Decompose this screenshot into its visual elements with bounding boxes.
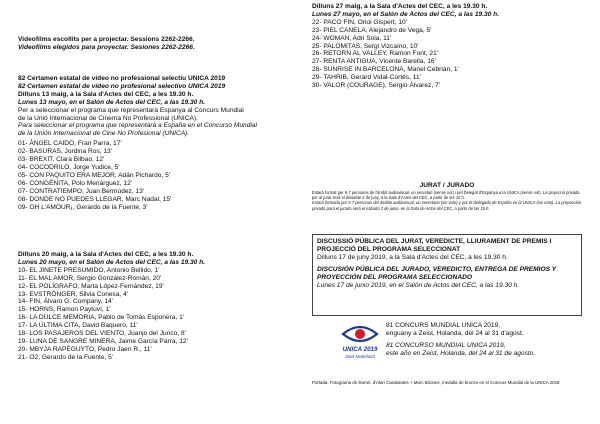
unica-logo-sub: Zeist Nederland	[345, 354, 375, 359]
film-item: 28- SUNRISE IN BARCELONA, Manel Cebrián, 1'	[312, 66, 459, 74]
session1-desc-es-2: de la Unión Internacional de Cine No Profesional (UNICA).	[18, 130, 190, 138]
film-item: 26- RETORN AL VALLEY, Ramon Font, 21'	[312, 50, 438, 58]
film-item: 13- EVSTRÖNGER, Silvia Conesa, 4'	[18, 290, 129, 298]
film-item: 12- EL POLÍGRAFO, Marta López-Fernández, 19'	[18, 282, 164, 290]
unica-line-1: 81 CONCURS MUNDIAL UNICA 2019,	[386, 322, 501, 329]
intro-block	[18, 36, 195, 52]
film-item: 06- CONGÈNITA, Polo Menárguez, 12'	[18, 179, 133, 187]
film-item: 10- EL JINETE PRESUMIDO, Antonio Bellido, 1'	[18, 266, 160, 274]
verdict-box	[312, 234, 582, 316]
verdict-heading-ca: DISCUSSIÓ PÚBLICA DEL JURAT, VEREDICTE, LLIURAMENT DE PREMIS I PROJECCIÓ DEL PROGRAMA SELECCIONAT	[317, 238, 552, 253]
film-item: 27- RENTA ANTIGUA, Vicente Barella, 16'	[312, 58, 436, 66]
cover-credit: Portada: Fotograma de Darrel, d'Alan Carabantes + Marc Briones, medalla de bronze en el Concurs Mundial de la UNICA 2018	[312, 380, 560, 385]
film-item: 14- FIN, Álvaro G. Company, 14'	[18, 298, 113, 306]
session3-block	[312, 3, 499, 90]
jury-title: JURAT / JURADO	[419, 182, 475, 189]
verdict-heading-es: DISCUSIÓN PÚBLICA DEL JURADO, VEREDICTO, ENTREGA DE PREMIOS Y PROYECCIÓN DEL PROGRAMA SELECCIONADO	[317, 265, 556, 281]
jury-text-es: Estará formado por 5-7 personas del ámbito audiovisual, un secretario (sin voto) y por el Delegado de España en la UNICA (sin voto). La proyección privada para el jurado será el sábado 2 de junio, en la Sala de Actos del CEC, a partir de las 10 h.	[312, 200, 582, 211]
film-item: 08- DONDE NO PUEDES LLEGAR, Marc Nadal, 15'	[18, 195, 172, 203]
session2-film-list	[18, 267, 205, 362]
jury-text-ca: Estarà format per 5-7 persones de l'àmbit audiovisual, un secretari (sense vot) i pel Delegat d'Espanya a la UNICA (sense vot). La projecció privada per al jurat serà el dissabte 2 de juny, a la Sala d'Actes del CEC, a partir de les 10 h.	[312, 189, 580, 201]
film-item: 07- CONTRATIEMPO, Juan Bermúdez, 13'	[18, 187, 145, 195]
jury-block	[312, 182, 582, 211]
film-item: 04- COCODRILO, Jorge Yudice, 5'	[18, 163, 120, 171]
intro-line-es: Videofilms elegidos para proyectar. Sesiones 2262-2266.	[18, 43, 195, 51]
film-item: 09- OH L'AMOUR¡, Gerardo de la Fuente, 3'	[18, 203, 148, 211]
session1-title-es: 82 Certamen estatal de vídeo no profesional selectivo UNICA 2019	[18, 82, 226, 90]
film-item: 20- MBYJA RAPÉGUYTO, Pedro Jaen R., 11'	[18, 345, 152, 353]
session3-date-ca: Dilluns 27 maig, a la Sala d'Actes del CEC, a les 19.30 h.	[312, 3, 488, 10]
session2-date-es: Lunes 20 mayo, en el Salón de Actos del CEC, a las 19.30 h.	[18, 258, 206, 266]
intro-line-ca: Videofilms escollits per a projectar. Sessions 2262-2266.	[18, 36, 195, 43]
session1-desc-ca-2: de la Unió Internacional de Cinema No Professional (UNICA).	[18, 114, 198, 122]
film-item: 11- EL MAL AMOR, Sergio González-Román, 20'	[18, 274, 162, 282]
film-item: 21- O2, Gerardo de la Fuente, 5'	[18, 353, 114, 361]
film-item: 15- HORNS, Ramon Paytuví, 1'	[18, 306, 111, 314]
unica-logo	[340, 322, 380, 364]
film-item: 02- BASURAS, Jordina Ros, 13'	[18, 148, 112, 156]
session2-block	[18, 251, 205, 362]
session3-date-es: Lunes 27 mayo, en el Salón de Actos del CEC, a las 19.30 h.	[312, 10, 500, 18]
film-item: 24- WOMAN, Adri Sola, 11'	[312, 34, 392, 42]
unica-line-4: este año en Zeist, Holanda, del 24 al 31 de agosto.	[386, 349, 536, 357]
session1-block	[18, 75, 257, 211]
session1-desc-ca-1: Per a seleccionar el programa que representarà Espanya al Concurs Mundial	[18, 106, 244, 114]
session3-film-list	[312, 19, 499, 90]
session1-date-ca: Dilluns 13 maig, a la Sala d'Actes del CEC, a les 19.30 h.	[18, 90, 194, 98]
verdict-date-ca: Dilluns 17 de juny 2019, a la Sala d'Actes del CEC, a les 19.30 h.	[317, 253, 508, 261]
film-item: 23- PIEL CANELA, Alejandro de Vega, 5'	[312, 26, 432, 34]
session1-date-es: Lunes 13 mayo, en el Salón de Actos del CEC, a las 19.30 h.	[18, 98, 206, 106]
film-item: 05- CON PAQUITO ERA MEJOR, Adán Pichardo, 5'	[18, 171, 170, 179]
film-item: 01- ÀNGEL CAIDO, Fran Parra, 17'	[18, 140, 122, 148]
session1-title-ca: 82 Certamen estatal de vídeo no professional selectiu UNICA 2019	[18, 75, 226, 82]
film-item: 18- LOS PASAJEROS DEL VIENTO, Juanjo del Junco, 8'	[18, 330, 186, 338]
verdict-box-content	[317, 238, 579, 289]
film-item: 16- LA DULCE MEMORIA, Pablo de Tomás Esponera, 1'	[18, 314, 185, 322]
verdict-date-es: Lunes 17 de junio 2019, en el Salón de Actos del CEC, a las 19.30 h.	[317, 281, 520, 289]
session1-film-list	[18, 140, 257, 211]
unica-line-3: 81 CONCURSO MUNDIAL UNICA 2019,	[386, 341, 506, 349]
session2-date-ca: Dilluns 20 maig, a la Sala d'Actes del CEC, a les 19.30 h.	[18, 251, 194, 258]
unica-info	[386, 322, 535, 358]
film-item: 19- LUNA DE SANGRE MINERA, Jaime García Parra, 12'	[18, 337, 188, 345]
film-item: 29- TAHRIB, Gerard Vidal-Cortés, 11'	[312, 74, 421, 82]
film-item: 25- PALOMITAS, Sergi Vizcaíno, 10'	[312, 42, 419, 50]
session1-desc-es-1: Para seleccionar el programa que representará a España en el Concurso Mundial	[18, 122, 257, 130]
film-item: 30- VALOR (COURAGE), Sergio Álvarez, 7'	[312, 82, 440, 90]
unica-logo-text: UNICA 2019	[342, 346, 378, 353]
film-item: 17- LA ÚLTIMA CITA, David Baquero, 11'	[18, 322, 138, 330]
film-item: 03- BREXIT, Clara Bilbao, 12'	[18, 156, 105, 164]
unica-line-2: enguany a Zeist, Holanda, del 24 al 31 d'agost.	[386, 329, 524, 337]
film-item: 22- PACO FIN, Oriol Gispert, 10'	[312, 18, 407, 26]
